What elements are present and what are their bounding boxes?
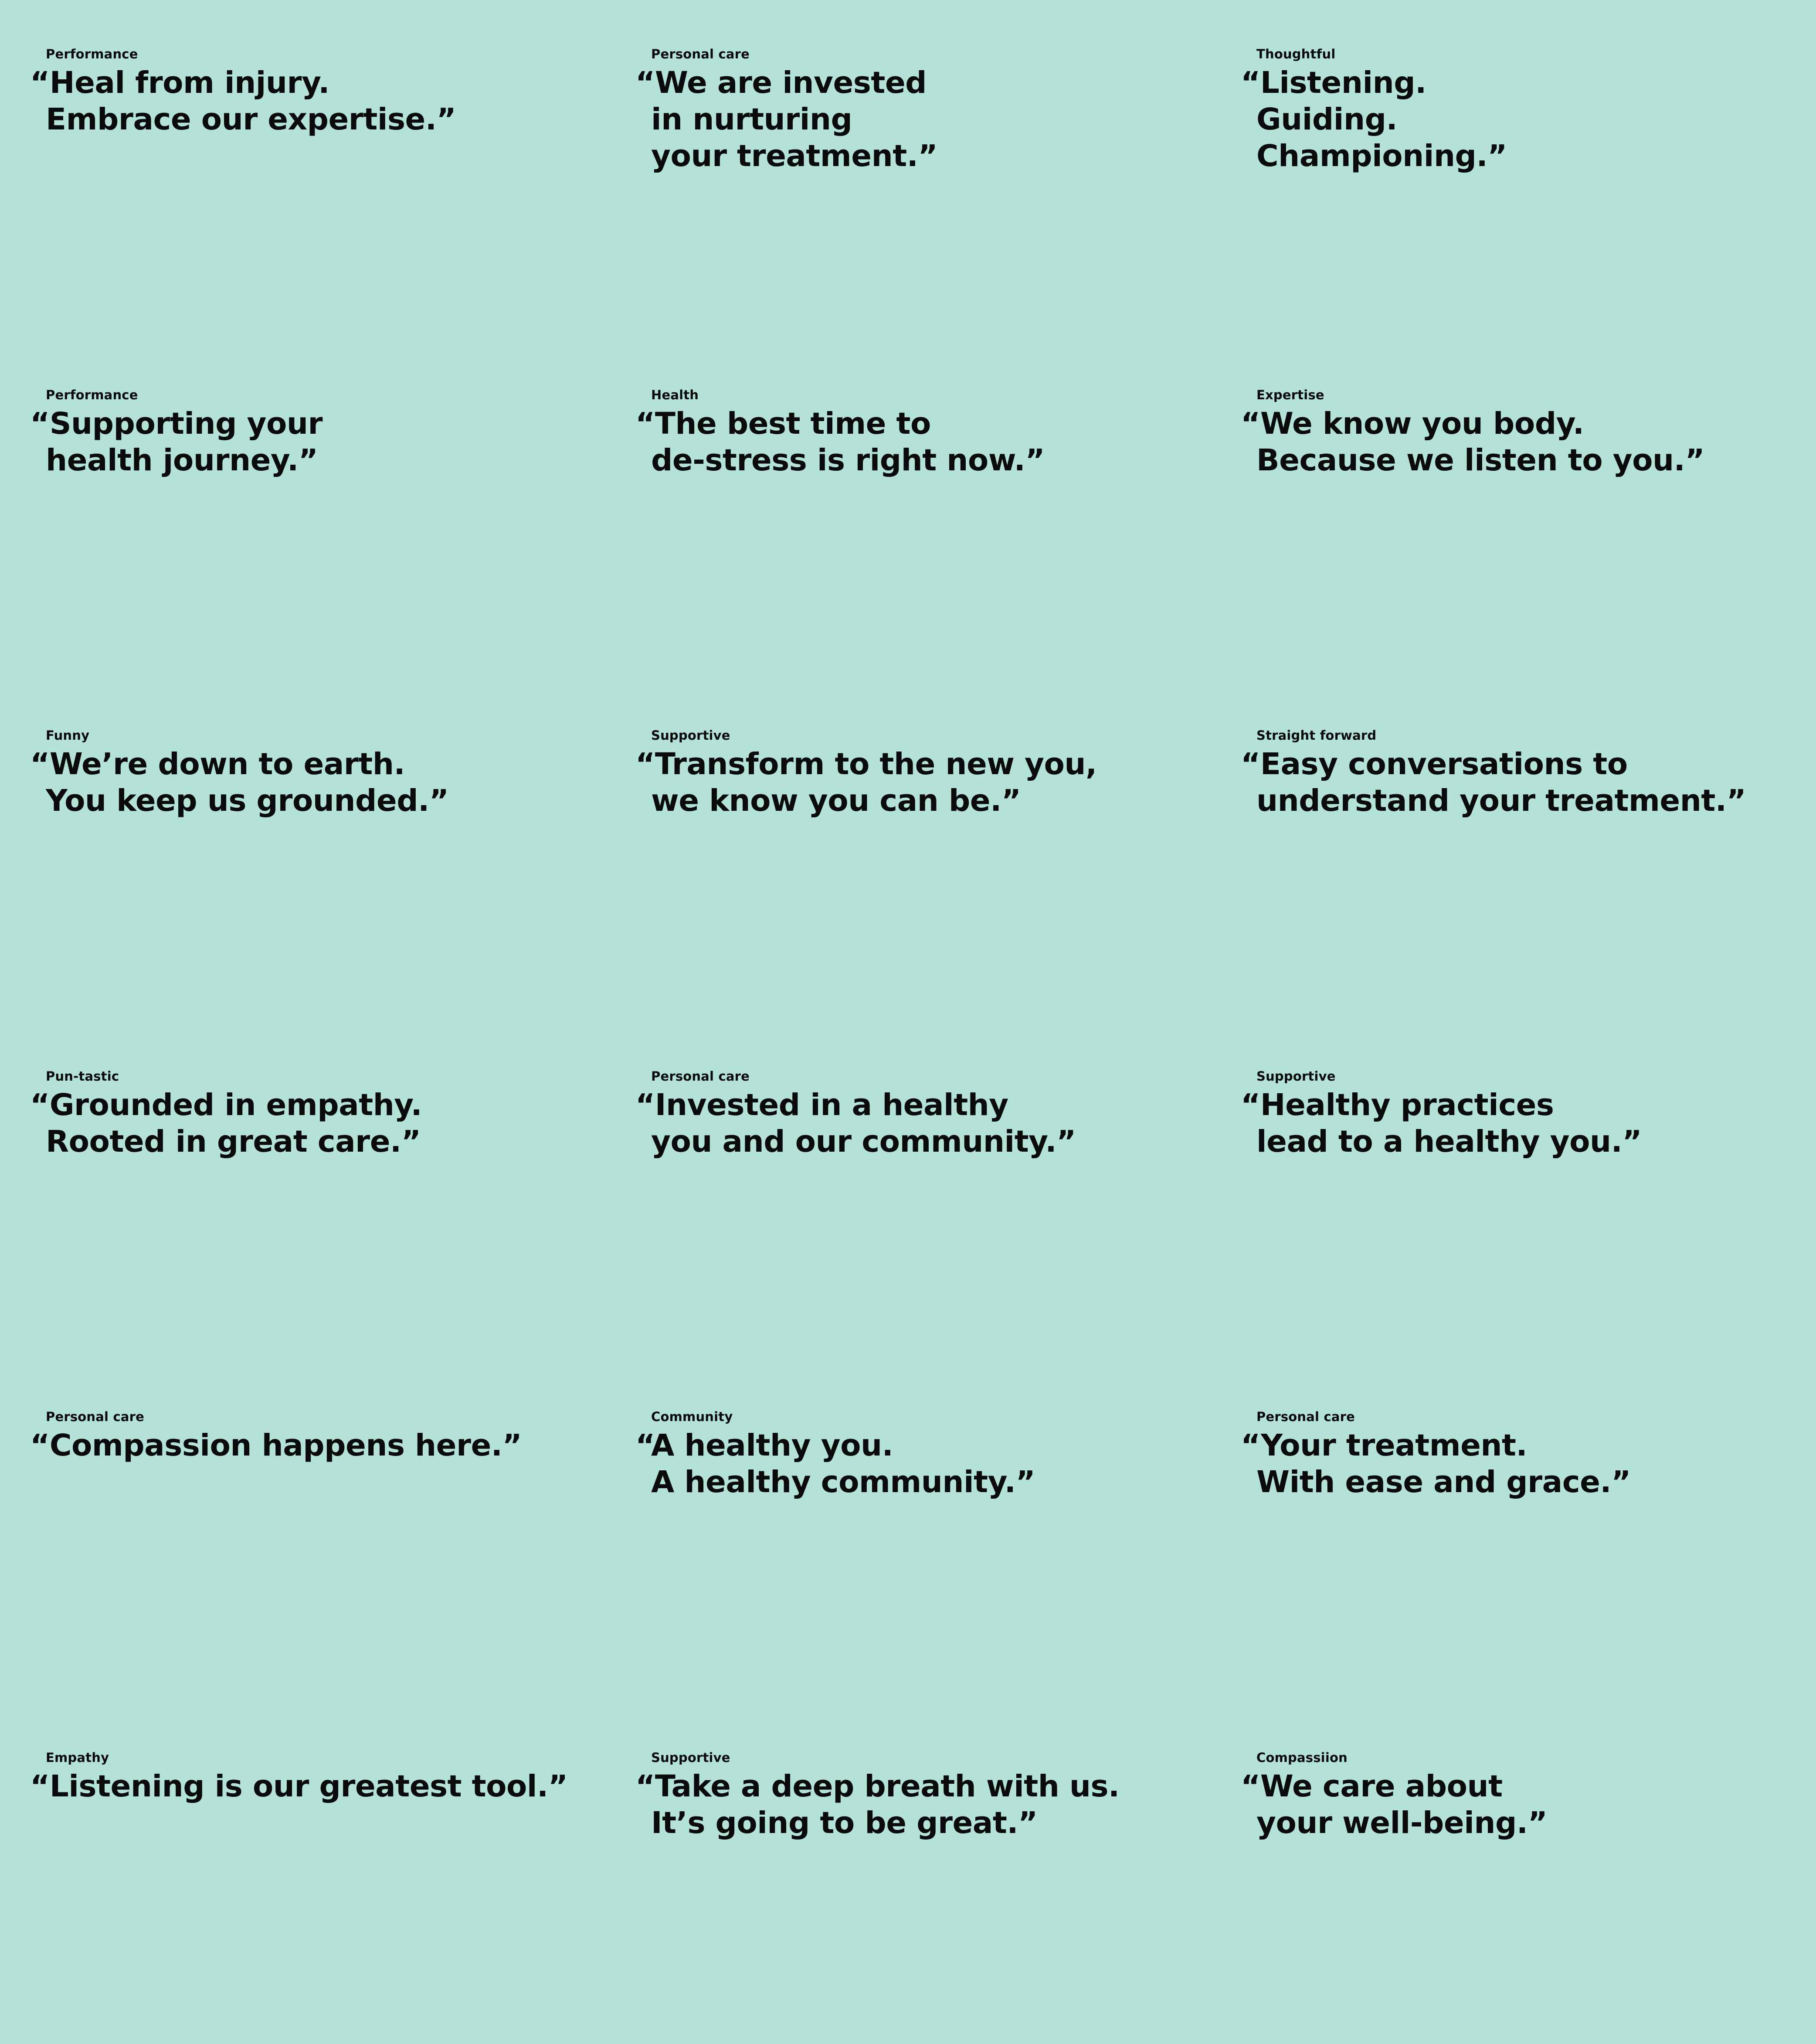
quote-line: “A healthy you.: [635, 1428, 893, 1463]
quote-line: de-stress is right now.”: [651, 442, 1045, 478]
category-label: Pun-tastic: [46, 1068, 119, 1084]
quote-line: You keep us grounded.”: [46, 783, 449, 818]
quote-line: “Heal from injury.: [30, 65, 329, 100]
quote-text: [30, 405, 322, 479]
quote-line: Embrace our expertise.”: [46, 102, 456, 137]
quote-line: understand your treatment.”: [1256, 783, 1746, 818]
quote-line: “Your treatment.: [1241, 1428, 1527, 1463]
quote-text: [1241, 65, 1507, 174]
quote-card: [605, 341, 1211, 682]
quote-text: [30, 1768, 568, 1805]
quote-card: [0, 1704, 605, 2044]
quote-line: With ease and grace.”: [1256, 1465, 1631, 1500]
category-label: Supportive: [1256, 1068, 1336, 1084]
category-label: Expertise: [1256, 387, 1324, 402]
quote-card: [1211, 681, 1816, 1022]
category-label: Personal care: [651, 47, 750, 61]
quote-text: [30, 746, 449, 819]
quote-card: [1211, 341, 1816, 682]
category-label: Supportive: [651, 1750, 730, 1765]
category-label: Supportive: [651, 728, 730, 743]
quote-card: [605, 1363, 1211, 1704]
quote-line: Rooted in great care.”: [46, 1124, 421, 1159]
category-label: Straight forward: [1256, 728, 1377, 743]
quote-line: It’s going to be great.”: [651, 1805, 1038, 1840]
quote-card: [1211, 1022, 1816, 1363]
quote-card: [605, 681, 1211, 1022]
quote-line: “We’re down to earth.: [30, 747, 405, 782]
category-label: Personal care: [1256, 1409, 1355, 1424]
quote-line: “Listening is our greatest tool.”: [30, 1769, 568, 1804]
quote-line: you and our community.”: [651, 1124, 1076, 1159]
quote-line: lead to a healthy you.”: [1256, 1124, 1642, 1159]
quote-line: “Compassion happens here.”: [30, 1428, 522, 1463]
quote-text: [1241, 1427, 1631, 1500]
category-label: Performance: [46, 387, 138, 402]
quote-text: [635, 65, 937, 174]
quote-card: [1211, 1704, 1816, 2044]
quote-line: “The best time to: [635, 406, 931, 441]
category-label: Thoughtful: [1256, 47, 1336, 61]
quote-line: A healthy community.”: [651, 1465, 1035, 1500]
quote-text: [30, 1427, 522, 1464]
quote-line: health journey.”: [46, 442, 318, 478]
quote-line: your well-being.”: [1256, 1805, 1548, 1840]
quote-text: [30, 1087, 422, 1160]
category-label: Compassiion: [1256, 1750, 1348, 1765]
category-label: Personal care: [46, 1409, 144, 1424]
category-label: Health: [651, 387, 699, 402]
category-label: Empathy: [46, 1750, 109, 1765]
quote-text: [1241, 1768, 1547, 1841]
quote-card: [605, 1022, 1211, 1363]
quote-line: Guiding.: [1256, 102, 1398, 137]
category-label: Personal care: [651, 1068, 750, 1084]
quote-line: “Take a deep breath with us.: [635, 1769, 1120, 1804]
category-label: Performance: [46, 47, 138, 61]
category-label: Community: [651, 1409, 733, 1424]
quote-text: [635, 1768, 1120, 1841]
quote-line: your treatment.”: [651, 139, 938, 173]
quote-card: [0, 681, 605, 1022]
quote-text: [635, 1427, 1035, 1500]
quote-text: [30, 65, 456, 138]
quote-card: [1211, 1363, 1816, 1704]
quote-line: Championing.”: [1256, 139, 1507, 173]
quote-line: “Transform to the new you,: [635, 747, 1097, 782]
quote-text: [635, 405, 1045, 479]
quote-line: “Invested in a healthy: [635, 1087, 1008, 1122]
quote-line: “Grounded in empathy.: [30, 1087, 422, 1122]
quote-card: [0, 0, 605, 341]
quote-line: in nurturing: [651, 102, 852, 137]
quote-card: [0, 341, 605, 682]
quote-card: [605, 0, 1211, 341]
quote-text: [635, 746, 1097, 819]
quote-text: [1241, 405, 1704, 479]
quote-card: [605, 1704, 1211, 2044]
quote-line: we know you can be.”: [651, 783, 1021, 818]
quote-card: [0, 1363, 605, 1704]
quote-card: [0, 1022, 605, 1363]
quote-line: “Listening.: [1241, 65, 1426, 100]
quote-line: “Supporting your: [30, 406, 323, 441]
quote-text: [1241, 746, 1746, 819]
quote-card: [1211, 0, 1816, 341]
quote-line: Because we listen to you.”: [1256, 442, 1705, 478]
quote-line: “Healthy practices: [1241, 1087, 1554, 1122]
quote-line: “We care about: [1241, 1769, 1503, 1804]
quote-line: “Easy conversations to: [1241, 747, 1628, 782]
quote-text: [1241, 1087, 1642, 1160]
quote-text: [635, 1087, 1076, 1160]
quote-line: “We are invested: [635, 65, 927, 100]
category-label: Funny: [46, 728, 90, 743]
quote-line: “We know you body.: [1241, 406, 1584, 441]
